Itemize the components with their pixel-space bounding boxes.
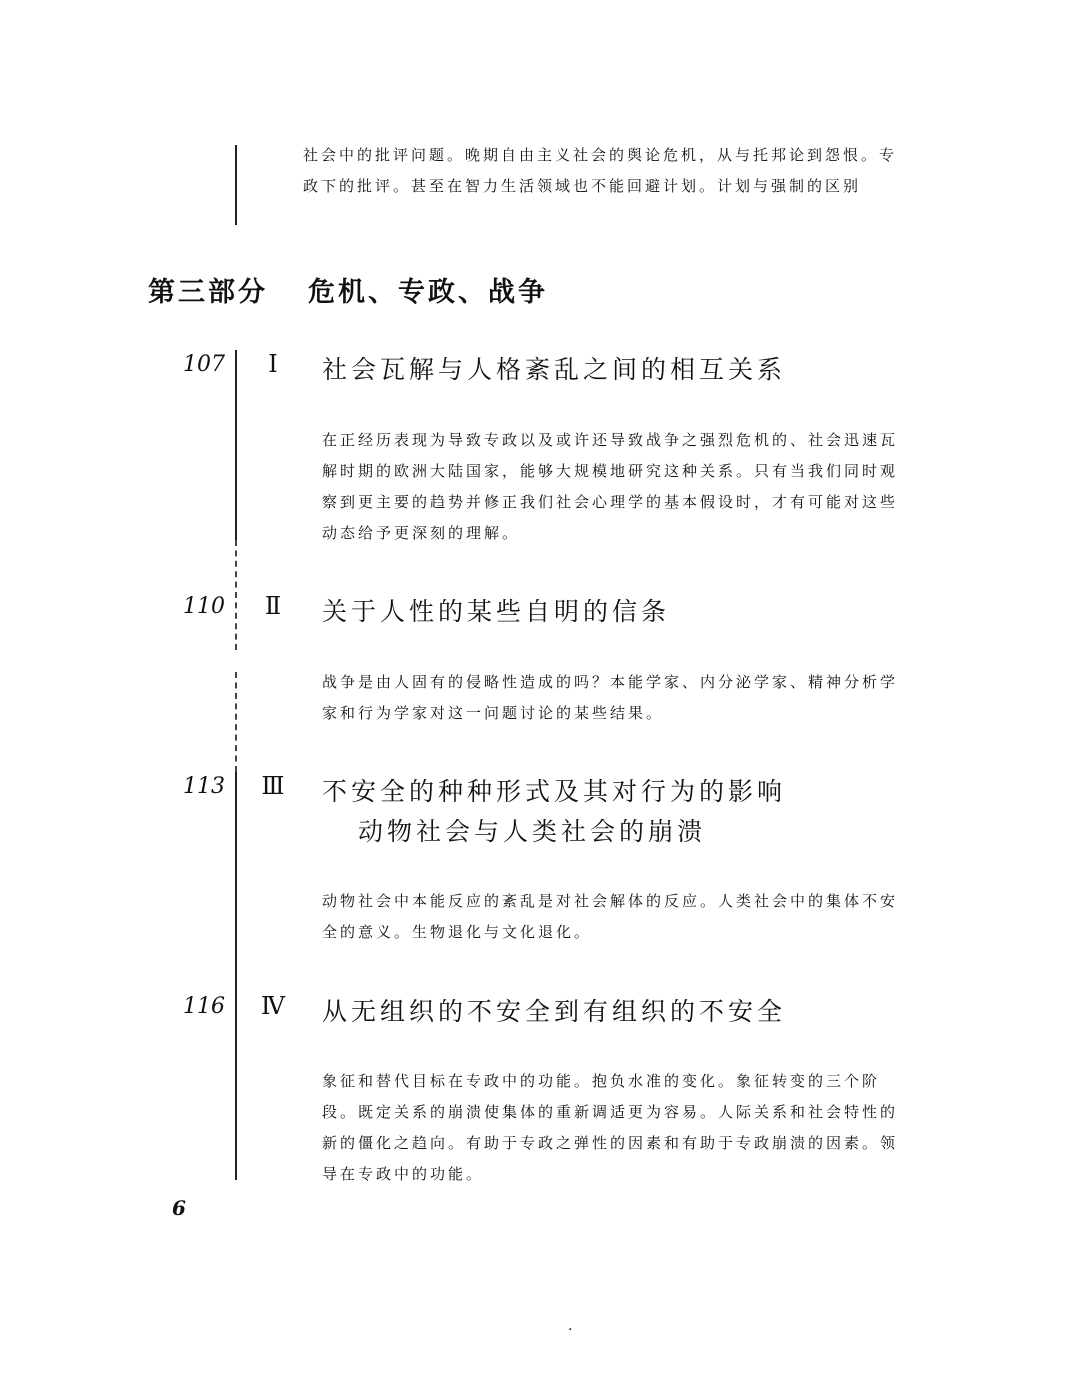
margin-rule (235, 672, 237, 772)
continuation-text: 社会中的批评问题。晚期自由主义社会的舆论危机，从与托邦论到怨恨。专政下的批评。甚至在智力生活领域也不能回避计划。计划与强制的区别 (303, 146, 898, 195)
part-heading (148, 270, 548, 309)
chapter-numeral: Ⅱ (264, 592, 282, 620)
chapter-page-number: 116 (183, 994, 225, 1019)
chapter-numeral: Ⅲ (261, 772, 285, 800)
chapter-numeral: Ⅳ (261, 992, 285, 1020)
chapter-title: 从无组织的不安全到有组织的不安全 (322, 997, 787, 1026)
chapter-title: 社会瓦解与人格紊乱之间的相互关系 (322, 355, 787, 384)
chapter-numeral: Ⅰ (268, 350, 278, 378)
part-label: 第三部分 (148, 277, 268, 308)
chapter-subtitle: 动物社会与人类社会的崩溃 (358, 817, 707, 846)
chapter-description: 战争是由人固有的侵略性造成的吗？本能学家、内分泌学家、精神分析学家和行为学家对这一问题讨论的某些结果。 (322, 673, 899, 722)
chapter-title: 关于人性的某些自明的信条 (322, 597, 671, 626)
chapter-page-number: 107 (183, 352, 225, 377)
page-number: 6 (172, 1196, 186, 1220)
chapter-description: 在正经历表现为导致专政以及或许还导致战争之强烈危机的、社会迅速瓦解时期的欧洲大陆国家，能够大规模地研究这种关系。只有当我们同时观察到更主要的趋势并修正我们社会心理学的基本假设时，才有可能对这些动态给予更深刻的理解。 (322, 431, 899, 542)
footer-mark: . (568, 1318, 573, 1334)
margin-rule (235, 145, 237, 225)
margin-rule (235, 350, 237, 540)
margin-rule (235, 540, 237, 650)
chapter-title: 不安全的种种形式及其对行为的影响 (322, 777, 787, 806)
part-title: 危机、专政、战争 (308, 277, 548, 308)
chapter-page-number: 110 (183, 594, 225, 619)
chapter-description: 象征和替代目标在专政中的功能。抱负水准的变化。象征转变的三个阶段。既定关系的崩溃使集体的重新调适更为容易。人际关系和社会特性的新的僵化之趋向。有助于专政之弹性的因素和有助于专政崩溃的因素。领导在专政中的功能。 (322, 1072, 899, 1183)
chapter-description: 动物社会中本能反应的紊乱是对社会解体的反应。人类社会中的集体不安全的意义。生物退化与文化退化。 (322, 892, 899, 941)
chapter-page-number: 113 (183, 774, 225, 799)
margin-rule (235, 772, 237, 1180)
